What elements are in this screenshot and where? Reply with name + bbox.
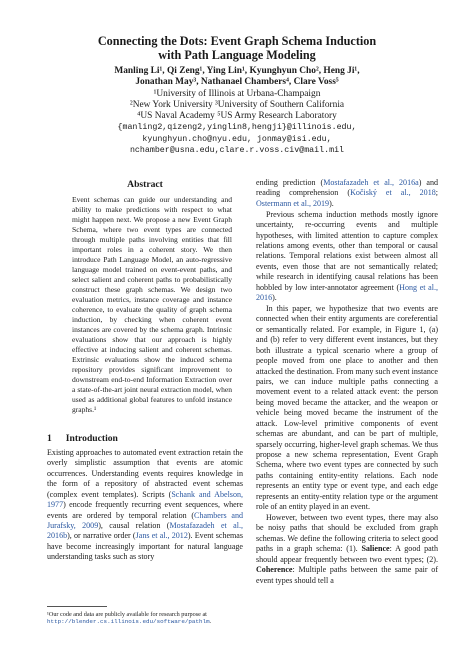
affiliation-2: ²New York University ³University of Southern California [129,99,345,110]
citation-link[interactable]: Kočiský et al., 2018 [350,188,436,198]
footnote [47,611,243,626]
citation-link[interactable]: Schank and Abelson, 1977 [47,489,243,510]
citation-link[interactable]: Chambers and Jurafsky, 2009 [47,510,243,530]
right-paragraph-4 [256,513,438,586]
affiliation-3: ⁴US Naval Academy ⁵US Army Research Laboratory [137,111,337,122]
text-run: ). [272,293,277,303]
email-line-2: kyunghyun.cho@nyu.edu, jonmay@isi.edu, [142,134,332,144]
text-run: Existing approaches to automated event extraction retain the overly simplistic assumption that events are atomic occurrences. Understanding events requires knowledge in the form of a repository of abstracted event schemas (complex event templates). Scripts ( [47,448,243,499]
right-paragraph-2 [256,210,438,304]
intro-paragraph-1 [47,448,243,563]
citation-link[interactable]: Mostafazadeh et al., 2016a [323,178,419,187]
email-line-1: {manling2,qizeng2,yinglin8,hengji}@illinois.edu, [117,123,357,133]
citation-link[interactable]: Hong et al., 2016 [256,282,438,303]
authors-line-2: Jonathan May³, Nathanael Chambers⁴, Clare Voss⁵ [135,77,339,88]
text-run: ) encode frequently recurring event sequences, where events are ordered by temporal relation ( [47,500,243,520]
section-heading-introduction [47,433,118,444]
authors-line-1: Manling Li¹, Qi Zeng¹, Ying Lin¹, Kyunghyun Cho², Heng Ji¹, [114,66,360,76]
introduction-body [47,448,243,563]
title-line-1: Connecting the Dots: Event Graph Schema Induction [97,34,377,48]
text-run: : A good path should appear frequently between two event types; (2). [256,544,438,564]
footnote-url-link[interactable]: http://blender.cs.illinois.edu/software/pathlm [47,618,210,626]
text-run: : Multiple paths between the same pair of event types should tell a [256,565,438,585]
email-line-3: nchamber@usna.edu,clare.r.voss.civ@mail.mil [129,145,345,155]
text-run: ). [329,198,334,208]
section-number: 1 [47,433,52,444]
right-column-body [256,178,438,586]
text-run: ; [435,188,438,198]
author-block [40,66,434,156]
title-line-2: with Path Language Modeling [158,48,316,62]
footnote-text: ¹Our code and data are publicly available for research purpose at [47,611,207,618]
right-paragraph-1 [256,178,438,209]
citation-link[interactable]: Ostermann et al., 2019 [256,198,330,208]
bold-term: Coherence [256,565,293,575]
section-title: Introduction [65,433,118,444]
abstract-text: Event schemas can guide our understanding and ability to make predictions with respect to what might happen next. We propose a new Event Graph Schema, where two event types are connected through multiple paths involving entities that fill important roles in a coherent story. We then introduce Path Language Model, an auto-regressive language model trained on event-event paths, and select salient and coherent paths to probabilistically construct these graph schemas. We design two evaluation metrics, instance coverage and instance coherence, to evaluate the quality of graph schema induction, by checking when coherent event instances are covered by the schema graph. Intrinsic evaluations show that our approach is highly effective at inducing salient and coherent schemas. Extrinsic evaluations show the induced schema repository provides significant improvement to downstream end-to-end Information Extraction over a state-of-the-art joint neural extraction model, when used as additional global features to unfold instance graphs.¹ [72,195,232,414]
abstract-heading: Abstract [127,179,163,190]
footnote-divider [47,606,107,607]
paper-title [40,34,434,62]
citation-link[interactable]: Mostafazadeh et al., 2016b [47,520,243,541]
text-run: ending prediction ( [256,178,324,187]
bold-term: Salience [361,544,390,554]
abstract-body [72,195,232,415]
affiliation-1: ¹University of Illinois at Urbana-Champaign [153,88,321,99]
text-run: ), or narrative order ( [67,531,136,541]
footnote-end: . [209,618,212,626]
text-run: ), causal relation ( [98,520,170,530]
citation-link[interactable]: Jans et al., 2012 [135,531,188,541]
text-run: ) and reading comprehension ( [256,178,439,198]
text-run: ). Event schemas have become increasingly important for natural language understanding tasks such as story [47,531,244,562]
text-run: Previous schema induction methods mostly ignore uncertainty, re-occurring events and multiple hypotheses, with limited attention to capture complex relations among events, other than temporal or causal relations. Temporal relations exist between almost all events, even those that are not semantically related; while research in identifying causal relations has been hobbled by low inter-annotator agreement ( [256,209,438,292]
text-run: However, between two event types, there may also be noisy paths that should be excluded from graph schemas. We define the following criteria to select good paths in a graph schema: (1). [256,513,438,554]
right-paragraph-3: In this paper, we hypothesize that two events are connected when their entity arguments are coreferential or semantically related. For example, in Figure 1, (a) and (b) refer to very different event instances, but they both illustrate a typical scenario where a group of people moved from one place to another and then attacked the destination. From many such event instance pairs, we can induce multiple paths connecting a movement event to a related attack event: the person being moved became the attacker, and the weapon or vehicle being moved became the instrument of the attack. Low-level primitive components of event schemas are abundant, and can be part of multiple, sparsely occurring, higher-level graph schemas. We thus propose a new schema representation, Event Graph Schema, where two event types are connected by such paths containing entity-entity relations. Each node represents an entity type or event type, and each edge represents an entity-entity relation type or the argument role of an entity played in an event. [256,304,438,512]
